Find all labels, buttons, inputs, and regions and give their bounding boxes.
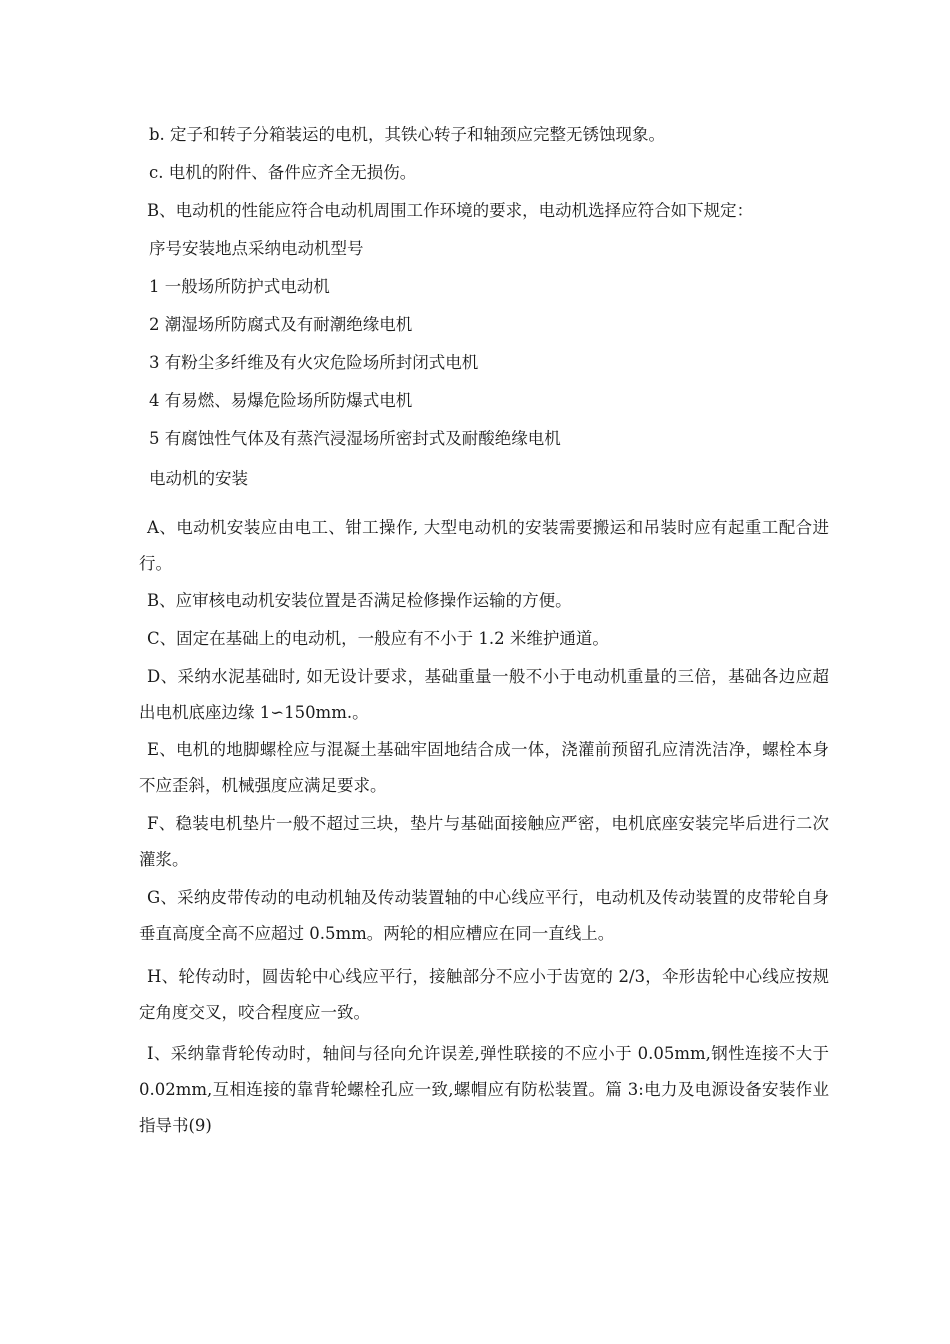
paragraph-C: C、固定在基础上的电动机，一般应有不小于 1.2 米维护通道。 xyxy=(147,629,609,648)
paragraph-D: D、采纳水泥基础时, 如无设计要求，基础重量一般不小于电动机重量的三倍，基础各边应超出电机底座边缘 1∽150mm.。 xyxy=(139,667,829,722)
text-line-b: b. 定子和转子分箱装运的电机，其铁心转子和轴颈应完整无锈蚀现象。 xyxy=(149,125,666,144)
table-row-3: 3 有粉尘多纤维及有火灾危险场所封闭式电机 xyxy=(149,353,479,372)
table-header-line: 序号安装地点采纳电动机型号 xyxy=(149,239,364,258)
table-row-5: 5 有腐蚀性气体及有蒸汽浸湿场所密封式及耐酸绝缘电机 xyxy=(149,429,561,448)
table-row-4: 4 有易燃、易爆危险场所防爆式电机 xyxy=(149,391,413,410)
paragraph-I: I、采纳靠背轮传动时，轴间与径向允许误差,弹性联接的不应小于 0.05mm,钢性连接不大于 0.02mm,互相连接的靠背轮螺栓孔应一致,螺帽应有防松装置。篇 3:电力及电源设备安装作业指导书(9) xyxy=(139,1044,829,1135)
paragraph-B: B、应审核电动机安装位置是否满足检修操作运输的方便。 xyxy=(147,591,572,610)
paragraph-F: F、稳装电机垫片一般不超过三块，垫片与基础面接触应严密，电机底座安装完毕后进行二次灌浆。 xyxy=(139,814,829,869)
paragraph-A: A、电动机安装应由电工、钳工操作, 大型电动机的安装需要搬运和吊装时应有起重工配合进行。 xyxy=(139,518,829,573)
section-heading: 电动机的安装 xyxy=(149,469,248,488)
paragraph-G: G、采纳皮带传动的电动机轴及传动装置轴的中心线应平行，电动机及传动装置的皮带轮自身垂直高度全高不应超过 0.5mm。两轮的相应槽应在同一直线上。 xyxy=(139,888,829,943)
text-line-B-requirements: B、电动机的性能应符合电动机周围工作环境的要求，电动机选择应符合如下规定： xyxy=(147,201,754,220)
table-row-1: 1 一般场所防护式电动机 xyxy=(149,277,330,296)
table-row-2: 2 潮湿场所防腐式及有耐潮绝缘电机 xyxy=(149,315,413,334)
paragraph-E: E、电机的地脚螺栓应与混凝土基础牢固地结合成一体，浇灌前预留孔应清洗洁净，螺栓本身不应歪斜，机械强度应满足要求。 xyxy=(139,740,829,795)
paragraph-H: H、轮传动时，圆齿轮中心线应平行，接触部分不应小于齿宽的 2/3，伞形齿轮中心线应按规定角度交叉，咬合程度应一致。 xyxy=(139,967,829,1022)
text-line-c: c. 电机的附件、备件应齐全无损伤。 xyxy=(149,163,417,182)
